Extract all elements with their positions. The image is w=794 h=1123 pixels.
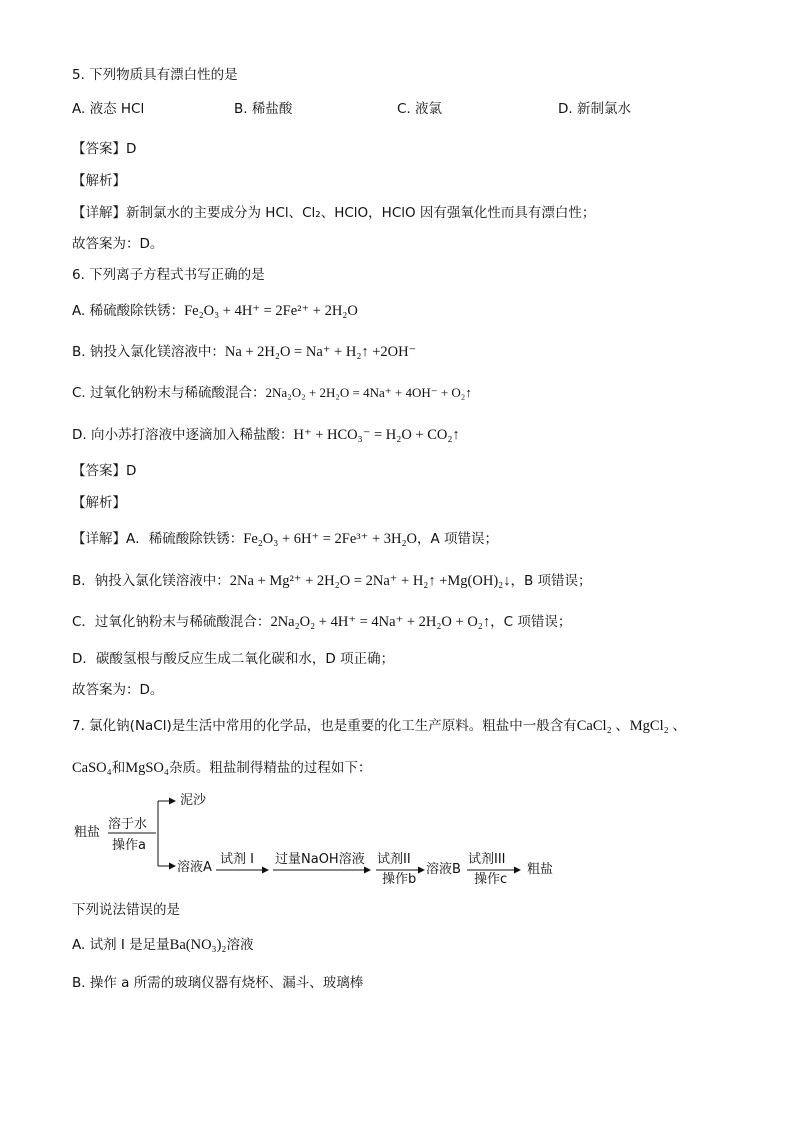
q6-option-d-equation: H⁺ + HCO₃⁻ = H₂O + CO₂↑ — [293, 427, 460, 443]
q7-stem-line2-mid: 和 — [111, 760, 126, 776]
q7-option-a-tail: 溶液 — [226, 937, 254, 953]
q7-stem-line2-chem2: MgSO₄ — [125, 760, 169, 776]
q6-detail-c-tail: ，C 项错误； — [490, 614, 572, 630]
q5-answer: 【答案】D — [72, 141, 137, 157]
q5-detail: 【详解】新制氯水的主要成分为 HCl、Cl₂、HClO，HClO 因有强氧化性而具有漂白性； — [72, 205, 596, 221]
q6-option-b-text: B. 钠投入氯化镁溶液中： — [72, 344, 225, 360]
q6-detail-c-equation: 2Na₂O₂ + 4H⁺ = 4Na⁺ + 2H₂O + O₂↑ — [270, 614, 491, 630]
q6-option-b-equation: Na + 2H₂O = Na⁺ + H₂↑ +2OH⁻ — [224, 344, 417, 360]
q6-option-c-equation: 2Na₂O₂ + 2H₂O = 4Na⁺ + 4OH⁻ + O₂↑ — [265, 385, 472, 400]
q6-option-a-equation: Fe₂O₃ + 4H⁺ = 2Fe²⁺ + 2H₂O — [184, 303, 358, 319]
q5-option-b: B. 稀盐酸 — [234, 101, 293, 117]
q6-option-d-text: D. 向小苏打溶液中逐滴加入稀盐酸： — [72, 427, 294, 443]
q7-stem-line1-text: 7. 氯化钠(NaCl)是生活中常用的化学品，也是重要的化工生产原料。粗盐中一般含有 — [72, 718, 577, 734]
q7-option-a-text: A. 试剂 I 是足量 — [72, 937, 170, 953]
q5-option-d: D. 新制氯水 — [558, 101, 631, 117]
q6-detail-a-text: 【详解】A．稀硫酸除铁锈： — [72, 531, 244, 547]
q6-option-c-text: C. 过氧化钠粉末与稀硫酸混合： — [72, 385, 266, 401]
q6-detail-b-equation: 2Na + Mg²⁺ + 2H₂O = 2Na⁺ + H₂↑ +Mg(OH)₂↓ — [229, 573, 511, 589]
q6-detail-b-text: B．钠投入氯化镁溶液中： — [72, 573, 230, 589]
q6-stem: 6. 下列离子方程式书写正确的是 — [72, 267, 265, 283]
q7-option-a-chem: Ba(NO₃)₂ — [169, 937, 227, 953]
flow-reagent2-top: 试剂II — [377, 852, 411, 867]
q6-detail-b-tail: ，B 项错误； — [510, 573, 592, 589]
flow-naoh: 过量NaOH溶液 — [275, 852, 365, 867]
q7-question: 下列说法错误的是 — [72, 902, 180, 918]
q5-option-c: C. 液氯 — [397, 101, 443, 117]
q7-stem-line2-chem1: CaSO₄ — [72, 760, 112, 776]
q6-detail-c-text: C．过氧化钠粉末与稀硫酸混合： — [72, 614, 271, 630]
flow-start: 粗盐 — [74, 825, 101, 840]
flow-step1-bottom: 操作a — [112, 838, 146, 853]
flow-reagent2-bottom: 操作b — [382, 872, 417, 887]
q7-stem-line1-chem: CaCl₂ 、MgCl₂ 、 — [576, 718, 687, 734]
flow-solution-b: 溶液B — [426, 862, 461, 877]
flow-end: 粗盐 — [527, 862, 554, 877]
q6-detail-a-tail: ，A 项错误； — [417, 531, 499, 547]
q6-option-a-text: A. 稀硫酸除铁锈： — [72, 303, 185, 319]
q5-option-a: A. 液态 HCl — [72, 101, 145, 117]
q5-conclusion: 故答案为：D。 — [72, 236, 164, 252]
q6-answer: 【答案】D — [72, 463, 137, 479]
q7-option-b: B. 操作 a 所需的玻璃仪器有烧杯、漏斗、玻璃棒 — [72, 975, 364, 991]
flow-reagent3-bottom: 操作c — [474, 872, 508, 887]
q7-stem-line2-tail: 杂质。粗盐制得精盐的过程如下： — [168, 760, 372, 776]
q6-detail-a-equation: Fe₂O₃ + 6H⁺ = 2Fe³⁺ + 3H₂O — [243, 531, 417, 547]
flow-sediment: 泥沙 — [180, 793, 207, 808]
flow-reagent3-top: 试剂III — [468, 852, 506, 867]
q5-analysis-label: 【解析】 — [72, 173, 126, 189]
q5-stem: 5. 下列物质具有漂白性的是 — [72, 67, 238, 83]
q6-analysis-label: 【解析】 — [72, 495, 126, 511]
q6-conclusion: 故答案为：D。 — [72, 682, 164, 698]
flow-reagent1: 试剂 I — [220, 852, 254, 867]
q7-option-a — [72, 936, 253, 954]
q6-detail-d: D．碳酸氢根与酸反应生成二氧化碳和水，D 项正确； — [72, 651, 395, 667]
flow-step1-top: 溶于水 — [108, 817, 148, 832]
flow-solution-a: 溶液A — [177, 860, 212, 875]
